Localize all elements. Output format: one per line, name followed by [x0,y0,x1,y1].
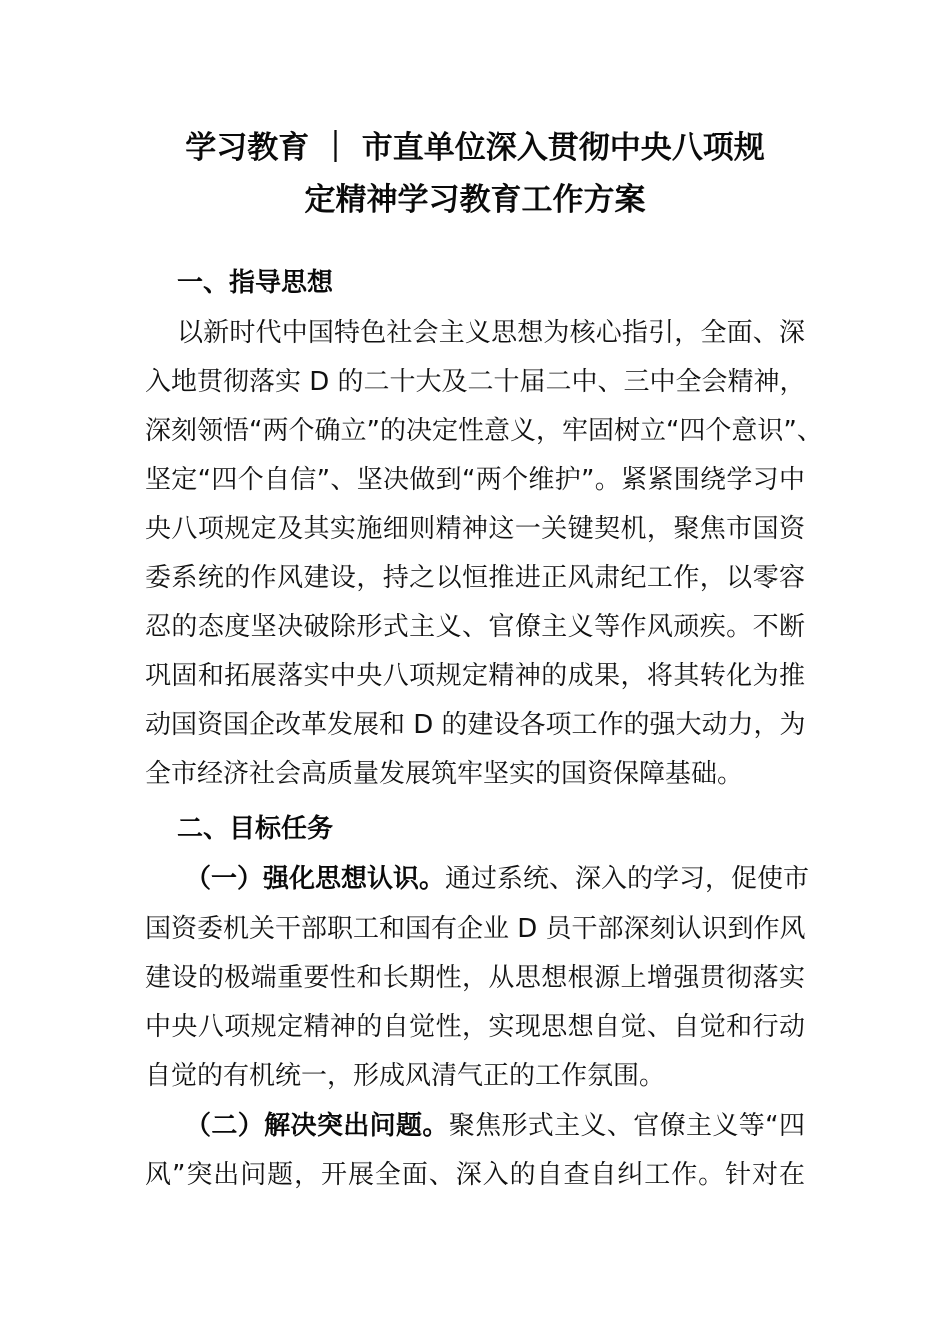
paragraph-line: 忍的态度坚决破除形式主义、官僚主义等作风顽疾。不断 [145,612,805,642]
document-title-line-1: 学习教育 ｜ 市直单位深入贯彻中央八项规 [185,130,765,166]
paragraph-line: 国资委机关干部职工和国有企业 D 员干部深刻认识到作风 [145,914,806,944]
paragraph-line: 深刻领悟“两个确立”的决定性意义，牢固树立“四个意识”、 [145,416,823,446]
item-label-punct: 。 [422,1111,449,1141]
paragraph-line: 央八项规定及其实施细则精神这一关键契机，聚焦市国资 [145,514,805,544]
item-label-punct: 。 [419,864,446,894]
paragraph-line: 建设的极端重要性和长期性，从思想根源上增强贯彻落实 [145,963,805,993]
paragraph-line: 动国资国企改革发展和 D 的建设各项工作的强大动力，为 [145,710,806,740]
item-label-solve-problems: （二）解决突出问题 [185,1111,423,1141]
section-heading-goals-tasks: 二、目标任务 [177,814,334,844]
paragraph-line: 入地贯彻落实 D 的二十大及二十届二中、三中全会精神， [145,367,806,397]
paragraph-line-item-2-first [185,1109,805,1143]
item-text: 聚焦形式主义、官僚主义等“四 [448,1111,805,1141]
item-label-strengthen-awareness: （一）强化思想认识 [185,864,420,894]
paragraph-line: 自觉的有机统一，形成风清气正的工作氛围。 [145,1061,666,1091]
paragraph-line-item-1-first [185,862,810,896]
section-heading-guiding-ideology: 一、指导思想 [177,268,334,298]
paragraph-line: 以新时代中国特色社会主义思想为核心指引，全面、深 [177,318,805,348]
item-text: 通过系统、深入的学习，促使市 [445,864,810,894]
paragraph-line: 全市经济社会高质量发展筑牢坚实的国资保障基础。 [145,759,744,789]
paragraph-line: 风”突出问题，开展全面、深入的自查自纠工作。针对在 [145,1160,805,1190]
paragraph-line: 坚定“四个自信”、坚决做到“两个维护”。紧紧围绕学习中 [145,465,805,495]
paragraph-line: 委系统的作风建设，持之以恒推进正风肃纪工作，以零容 [145,563,805,593]
paragraph-line: 中央八项规定精神的自觉性，实现思想自觉、自觉和行动 [145,1012,805,1042]
document-title-line-2: 定精神学习教育工作方案 [304,182,646,218]
paragraph-line: 巩固和拓展落实中央八项规定精神的成果，将其转化为推 [145,661,805,691]
